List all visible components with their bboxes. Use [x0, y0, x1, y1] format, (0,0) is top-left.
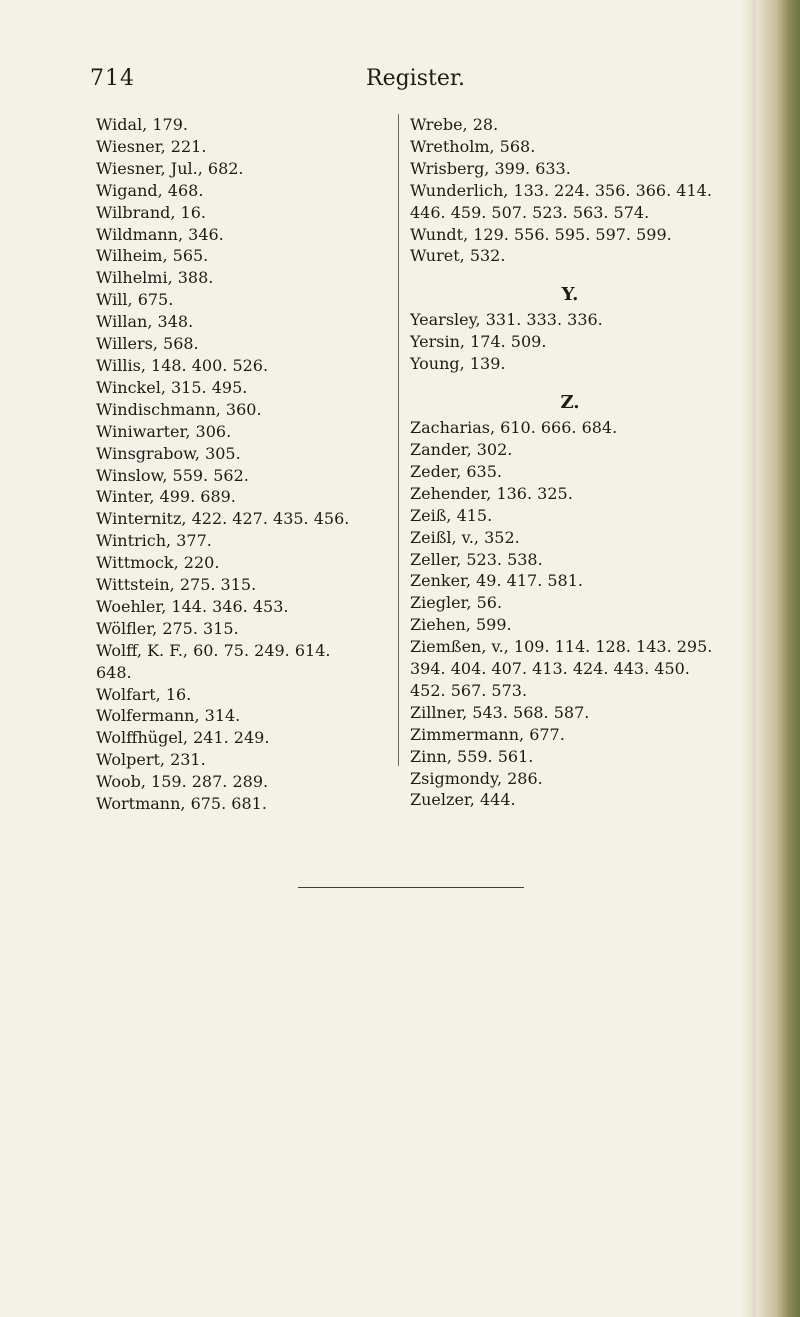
- index-entry: Willers, 568.: [96, 334, 199, 354]
- index-entry: Winslow, 559. 562.: [96, 465, 249, 485]
- index-entry: Windischmann, 360.: [96, 399, 262, 419]
- index-entry: Wildmann, 346.: [96, 224, 224, 244]
- index-entry: Wrebe, 28.: [410, 115, 499, 134]
- index-entry: Winternitz, 422. 427. 435. 456.: [96, 509, 350, 529]
- index-entry: Wiesner, 221.: [96, 136, 207, 156]
- left-column: [96, 114, 396, 815]
- right-column: [410, 114, 750, 811]
- index-entry: Wundt, 129. 556. 595. 597. 599.: [410, 224, 672, 244]
- index-entry-continuation: 394. 404. 407. 413. 424. 443. 450.: [410, 659, 690, 679]
- index-entry: Wunderlich, 133. 224. 356. 366. 414.: [410, 180, 712, 200]
- index-entry: Yersin, 174. 509.: [410, 332, 547, 352]
- index-entry: Wolfermann, 314.: [96, 706, 241, 726]
- index-entry: Wolpert, 231.: [96, 750, 206, 770]
- column-divider: [398, 114, 399, 766]
- index-entry: Woehler, 144. 346. 453.: [96, 596, 289, 616]
- index-entry: Will, 675.: [96, 290, 174, 310]
- index-entry-continuation: 452. 567. 573.: [410, 680, 528, 700]
- index-entry: Wortmann, 675. 681.: [96, 794, 267, 814]
- index-entry: Zander, 302.: [410, 439, 513, 459]
- index-entry: Zeder, 635.: [410, 461, 502, 481]
- index-entry: Wolff, K. F., 60. 75. 249. 614.: [96, 640, 331, 660]
- index-entry: Zinn, 559. 561.: [410, 746, 534, 766]
- index-entry: Winiwarter, 306.: [96, 421, 232, 441]
- index-entry: Woob, 159. 287. 289.: [96, 772, 269, 792]
- index-entry: Willan, 348.: [96, 312, 194, 332]
- index-entry-continuation: 648.: [96, 662, 132, 682]
- index-entry: Young, 139.: [410, 354, 506, 374]
- running-head: Register.: [366, 66, 465, 91]
- index-entry: Wiesner, Jul., 682.: [96, 158, 244, 178]
- index-entry: Winsgrabow, 305.: [96, 443, 241, 463]
- index-entry: Wittmock, 220.: [96, 553, 220, 573]
- index-entry: Wretholm, 568.: [410, 136, 536, 156]
- index-entry: Wilhelmi, 388.: [96, 268, 214, 288]
- index-entry: Wolffhügel, 241. 249.: [96, 728, 270, 748]
- page-number: 714: [90, 66, 135, 91]
- index-entry: Zsigmondy, 286.: [410, 768, 543, 788]
- index-entry: Wölfler, 275. 315.: [96, 618, 239, 638]
- index-entry: Winter, 499. 689.: [96, 487, 236, 507]
- index-entry: Zacharias, 610. 666. 684.: [410, 418, 618, 438]
- index-entry: Ziegler, 56.: [410, 593, 503, 613]
- index-entry: Wolfart, 16.: [96, 684, 192, 704]
- index-entry: Wigand, 468.: [96, 180, 204, 200]
- index-entry-continuation: 446. 459. 507. 523. 563. 574.: [410, 202, 650, 222]
- index-entry: Widal, 179.: [96, 115, 188, 134]
- index-entry: Zimmermann, 677.: [410, 724, 565, 744]
- index-entry: Zehender, 136. 325.: [410, 483, 573, 503]
- index-entry: Wilheim, 565.: [96, 246, 209, 266]
- index-entry: Wilbrand, 16.: [96, 202, 206, 222]
- index-entry: Wittstein, 275. 315.: [96, 575, 257, 595]
- index-entry: Zeller, 523. 538.: [410, 549, 543, 569]
- index-entry: Willis, 148. 400. 526.: [96, 355, 269, 375]
- index-entry: Zuelzer, 444.: [410, 790, 516, 810]
- index-entry: Zeißl, v., 352.: [410, 527, 520, 547]
- index-entry: Zillner, 543. 568. 587.: [410, 702, 590, 722]
- index-entry: Wrisberg, 399. 633.: [410, 158, 571, 178]
- section-heading-y: Y.: [561, 284, 579, 306]
- index-entry: Zenker, 49. 417. 581.: [410, 571, 583, 591]
- page-edge-shadow: [756, 0, 800, 1317]
- index-entry: Wuret, 532.: [410, 246, 506, 266]
- index-entry: Wintrich, 377.: [96, 531, 212, 551]
- section-heading-z: Z.: [560, 392, 580, 414]
- index-entry: Yearsley, 331. 333. 336.: [410, 310, 603, 330]
- index-entry: Ziemßen, v., 109. 114. 128. 143. 295.: [410, 637, 713, 657]
- index-entry: Ziehen, 599.: [410, 615, 512, 635]
- end-rule: [298, 887, 524, 888]
- index-entry: Zeiß, 415.: [410, 505, 493, 525]
- index-entry: Winckel, 315. 495.: [96, 377, 248, 397]
